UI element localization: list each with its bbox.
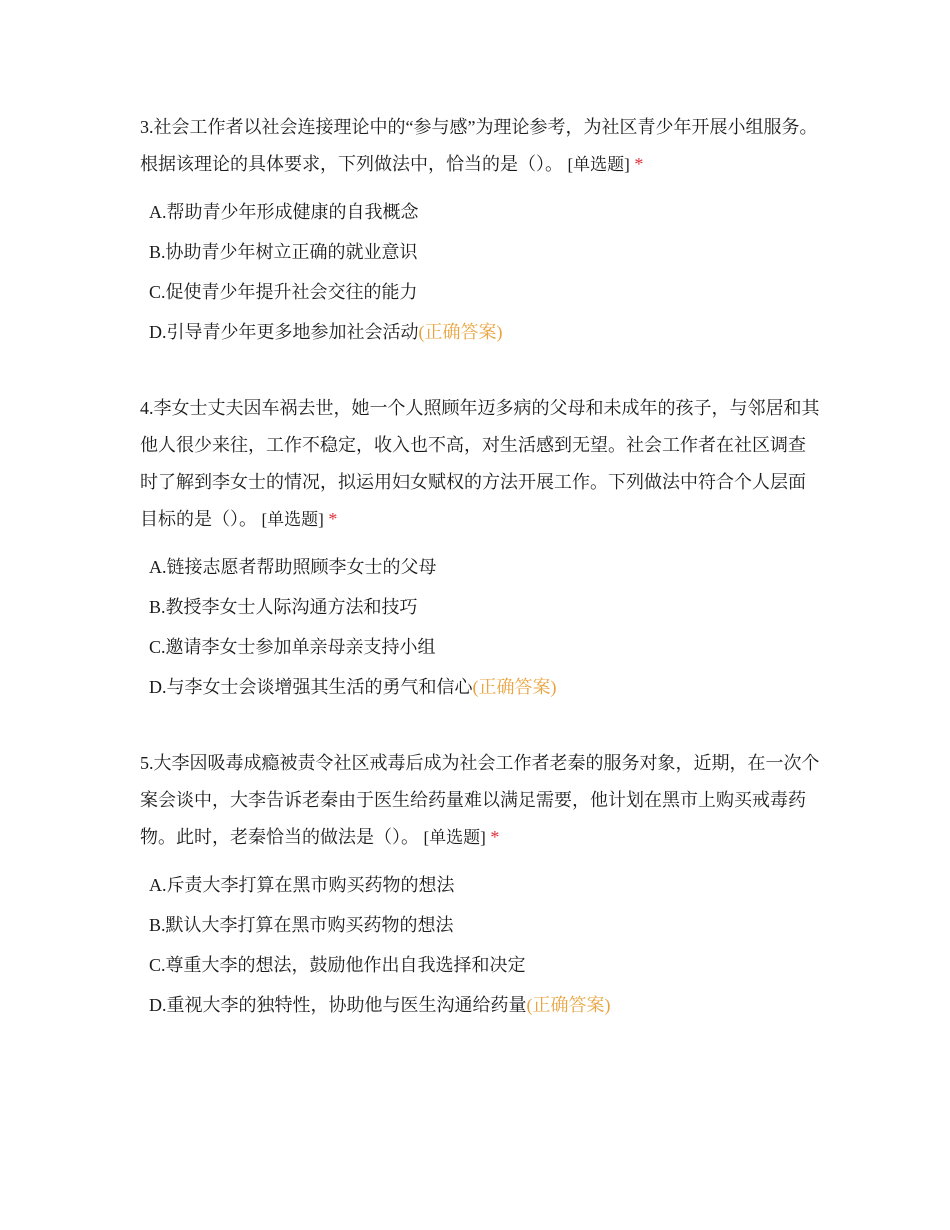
question-stem: [140, 390, 820, 538]
question-stem: [140, 109, 820, 183]
question-spacer: [140, 352, 820, 390]
option-d: D.引导青少年更多地参加社会活动(正确答案): [149, 322, 503, 342]
question-5: [140, 745, 820, 1025]
question-3: [140, 109, 820, 352]
question-type-label: [单选题]: [261, 510, 324, 529]
question-type-label: [单选题]: [423, 828, 486, 847]
option-list: [140, 192, 820, 352]
option-c: C.尊重大李的想法，鼓励他作出自我选择和决定: [149, 955, 526, 975]
option-a: A.斥责大李打算在黑市购买药物的想法: [149, 875, 455, 895]
option-c: C.邀请李女士参加单亲母亲支持小组: [149, 637, 436, 657]
question-number: 5.: [140, 753, 154, 773]
question-stem: [140, 745, 820, 856]
document-page: [140, 109, 820, 1025]
option-d: D.重视大李的独特性，协助他与医生沟通给药量(正确答案): [149, 995, 611, 1015]
option-list: [140, 547, 820, 707]
option-a: A.帮助青少年形成健康的自我概念: [149, 202, 419, 222]
required-mark: *: [328, 509, 338, 529]
option-list: [140, 865, 820, 1025]
question-text: 大李因吸毒成瘾被责令社区戒毒后成为社会工作者老秦的服务对象，近期，在一次个案会谈中，大李告诉老秦由于医生给药量难以满足需要，他计划在黑市上购买戒毒药物。此时，老秦恰当的做法是（）。: [140, 753, 820, 847]
required-mark: *: [490, 827, 500, 847]
question-text: 社会工作者以社会连接理论中的“参与感”为理论参考，为社区青少年开展小组服务。根据该理论的具体要求，下列做法中，恰当的是（）。: [140, 117, 818, 174]
option-b: B.默认大李打算在黑市购买药物的想法: [149, 915, 454, 935]
question-text: 李女士丈夫因车祸去世，她一个人照顾年迈多病的父母和未成年的孩子，与邻居和其他人很少来往，工作不稳定，收入也不高，对生活感到无望。社会工作者在社区调查时了解到李女士的情况，拟运用妇女赋权的方法开展工作。下列做法中符合个人层面目标的是（）。: [140, 398, 820, 529]
option-a: A.链接志愿者帮助照顾李女士的父母: [149, 557, 437, 577]
question-number: 4.: [140, 398, 154, 418]
option-d: D.与李女士会谈增强其生活的勇气和信心(正确答案): [149, 677, 557, 697]
question-number: 3.: [140, 117, 154, 137]
option-b: B.协助青少年树立正确的就业意识: [149, 242, 418, 262]
question-spacer: [140, 707, 820, 745]
question-type-label: [单选题]: [567, 155, 630, 174]
question-4: [140, 390, 820, 707]
correct-answer-mark: (正确答案): [526, 995, 611, 1015]
option-c: C.促使青少年提升社会交往的能力: [149, 282, 418, 302]
correct-answer-mark: (正确答案): [418, 322, 503, 342]
required-mark: *: [634, 154, 644, 174]
correct-answer-mark: (正确答案): [472, 677, 557, 697]
option-b: B.教授李女士人际沟通方法和技巧: [149, 597, 418, 617]
